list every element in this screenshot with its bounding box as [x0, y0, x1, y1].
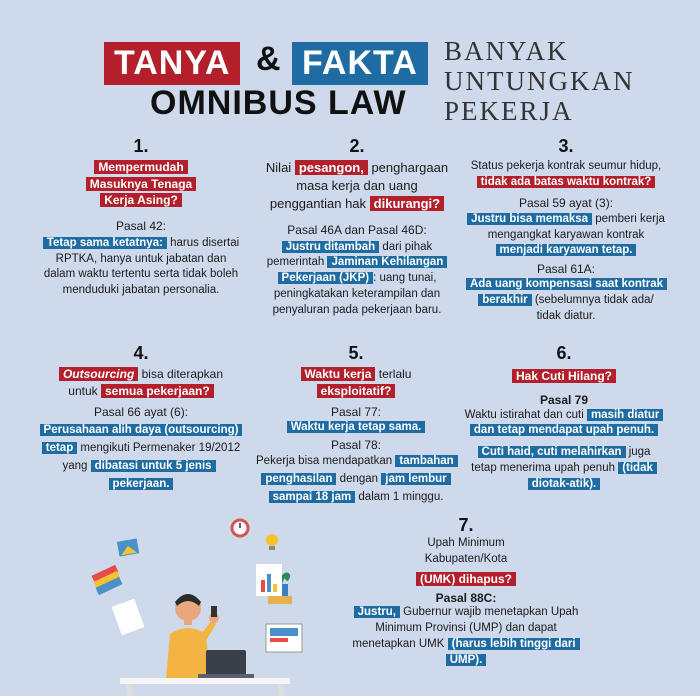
question-text: penghargaan masa kerja dan uang penggantian hak: [269, 160, 449, 212]
answer-text: juga tetap menerima upah penuh: [471, 446, 651, 475]
question-highlight: tidak ada batas waktu kontrak?: [477, 176, 656, 188]
item-number: 5.: [348, 343, 364, 363]
item-4: [36, 343, 246, 493]
item-number: 4.: [133, 343, 149, 363]
item-answer: [466, 212, 666, 260]
item-answer: [36, 422, 246, 493]
title-tanya: TANYA: [104, 42, 240, 85]
answer-highlight: dibatasi untuk 5 jenis pekerjaan.: [91, 460, 216, 490]
item-question: [350, 571, 582, 588]
pasal-label: Pasal 88C:: [435, 591, 497, 606]
answer-text: Pekerja bisa mendapatkan: [256, 454, 396, 467]
item-question: [262, 159, 452, 214]
item-answer: [464, 408, 664, 440]
title-ampersand: &: [256, 40, 281, 78]
question-text: Nilai: [265, 160, 295, 175]
question-highlight: Outsourcing: [59, 367, 138, 381]
item-5: [256, 343, 456, 506]
question-highlight: Hak Cuti Hilang?: [512, 369, 616, 383]
item-3: [466, 136, 666, 325]
pasal-label: Pasal 77:: [330, 405, 382, 420]
pasal-label: Pasal 61A:: [536, 262, 596, 277]
item-question: [464, 368, 664, 385]
answer-highlight: Ada uang kompensasi saat kontrak berakhir: [466, 278, 667, 306]
answer-highlight: Cuti haid, cuti melahirkan: [478, 446, 626, 458]
answer-highlight: Waktu kerja tetap sama.: [287, 421, 426, 433]
item-1: [36, 136, 246, 299]
subtitle: [444, 36, 634, 126]
item-answer: [350, 605, 582, 668]
answer-highlight: Tetap sama ketatnya:: [43, 237, 167, 249]
item-number: 1.: [133, 136, 149, 156]
answer-text: (sebelumnya tidak ada/ tidak diatur.: [531, 294, 654, 323]
question-highlight: Kerja Asing?: [100, 193, 182, 207]
worker-illustration: [80, 510, 340, 696]
clock-icon: [232, 520, 248, 536]
answer-text: Waktu istirahat dan cuti: [464, 408, 587, 421]
item-answer: [256, 453, 456, 506]
title-omnibus-law: OMNIBUS LAW: [150, 84, 407, 122]
question-text: terlalu: [375, 367, 412, 381]
item-number: 3.: [558, 136, 574, 156]
answer-highlight: masih diatur dan tetap mendapat upah penuh.: [470, 409, 663, 437]
question-highlight: semua pekerjaan?: [101, 384, 214, 398]
answer-highlight: Justru ditambah: [282, 241, 379, 253]
item-2: [262, 136, 452, 319]
item-number: 7.: [458, 515, 474, 535]
answer-highlight: (harus lebih tinggi dari UMP).: [446, 638, 580, 666]
pasal-label: Pasal 79: [539, 392, 589, 407]
question-highlight: Waktu kerja: [301, 367, 376, 381]
answer-highlight: jam lembur sampai 18 jam: [269, 473, 451, 503]
chart-card-icon: [256, 564, 282, 596]
answer-text: dalam 1 minggu.: [355, 490, 444, 503]
answer-text: pemberi kerja mengangkat karyawan kontrak: [487, 212, 665, 241]
document-icon: [112, 599, 145, 635]
item-answer: [466, 277, 666, 325]
subtitle-line: UNTUNGKAN: [444, 66, 635, 96]
question-text: bisa diterapkan untuk: [68, 367, 224, 398]
answer-highlight: Perusahaan alih daya (outsourcing) tetap: [40, 424, 243, 454]
answer-highlight: Justru bisa memaksa: [467, 213, 592, 225]
answer-text: : uang tunai, peningkatakan keterampilan dan penyaluran pada pekerjaan baru.: [272, 272, 442, 316]
answer-highlight: (tidak diotak-atik).: [528, 462, 657, 490]
question-highlight: Mempermudah: [94, 160, 187, 174]
item-7: [350, 515, 582, 669]
answer-highlight: tambahan penghasilan: [261, 455, 457, 485]
answer-text: Gubernur wajib menetapkan Upah Minimum Provinsi (UMP) dan dapat menetapkan UMK: [352, 606, 579, 650]
item-question: [256, 366, 456, 399]
answer-text: dari pihak pemerintah: [266, 240, 433, 269]
item-answer: [262, 240, 452, 319]
item-answer: [464, 445, 664, 493]
item-question: [36, 159, 246, 209]
question-highlight: eksploitatif?: [317, 384, 396, 398]
answer-text: dengan: [336, 472, 382, 485]
subtitle-line: PEKERJA: [444, 96, 574, 126]
question-highlight: dikurangi?: [370, 196, 444, 211]
image-icon: [117, 538, 139, 556]
answer-highlight: Jaminan Kehilangan Pekerjaan (JKP): [278, 256, 448, 284]
item-question: [466, 159, 666, 191]
item-answer: [256, 420, 456, 436]
laptop-icon: [198, 650, 254, 678]
pasal-label: Pasal 66 ayat (6):: [93, 405, 189, 420]
item-number: 2.: [349, 136, 365, 156]
question-highlight: pesangon,: [295, 160, 368, 175]
lightbulb-icon: [266, 534, 278, 550]
item-question: [36, 366, 246, 399]
answer-text: mengikuti Permenaker 19/2012 yang: [62, 441, 241, 472]
pasal-label: Pasal 78:: [330, 437, 382, 452]
item-answer: [36, 236, 246, 299]
pasal-label: Pasal 59 ayat (3):: [518, 195, 614, 210]
pasal-label: Pasal 46A dan Pasal 46D:: [287, 222, 427, 237]
item-question: Upah Minimum Kabupaten/Kota: [424, 537, 508, 565]
title-fakta: FAKTA: [292, 42, 428, 85]
item-6: [464, 343, 664, 493]
answer-text: harus disertai RPTKA, hanya untuk jabatan dan dalam waktu tertentu serta tidak boleh menduduki jabatan personalia.: [43, 236, 240, 297]
answer-highlight: Justru,: [354, 606, 400, 618]
color-palette-icon: [92, 565, 123, 595]
item-number: 6.: [556, 343, 572, 363]
question-text: Status pekerja kontrak seumur hidup,: [470, 160, 662, 172]
question-highlight: Masuknya Tenaga: [86, 177, 196, 191]
desk: [120, 678, 290, 684]
subtitle-line: BANYAK: [444, 36, 569, 66]
question-highlight: (UMK) dihapus?: [416, 572, 516, 586]
monitor-icon: [266, 624, 302, 652]
pasal-label: Pasal 42:: [115, 218, 167, 233]
answer-highlight: menjadi karyawan tetap.: [496, 244, 637, 256]
